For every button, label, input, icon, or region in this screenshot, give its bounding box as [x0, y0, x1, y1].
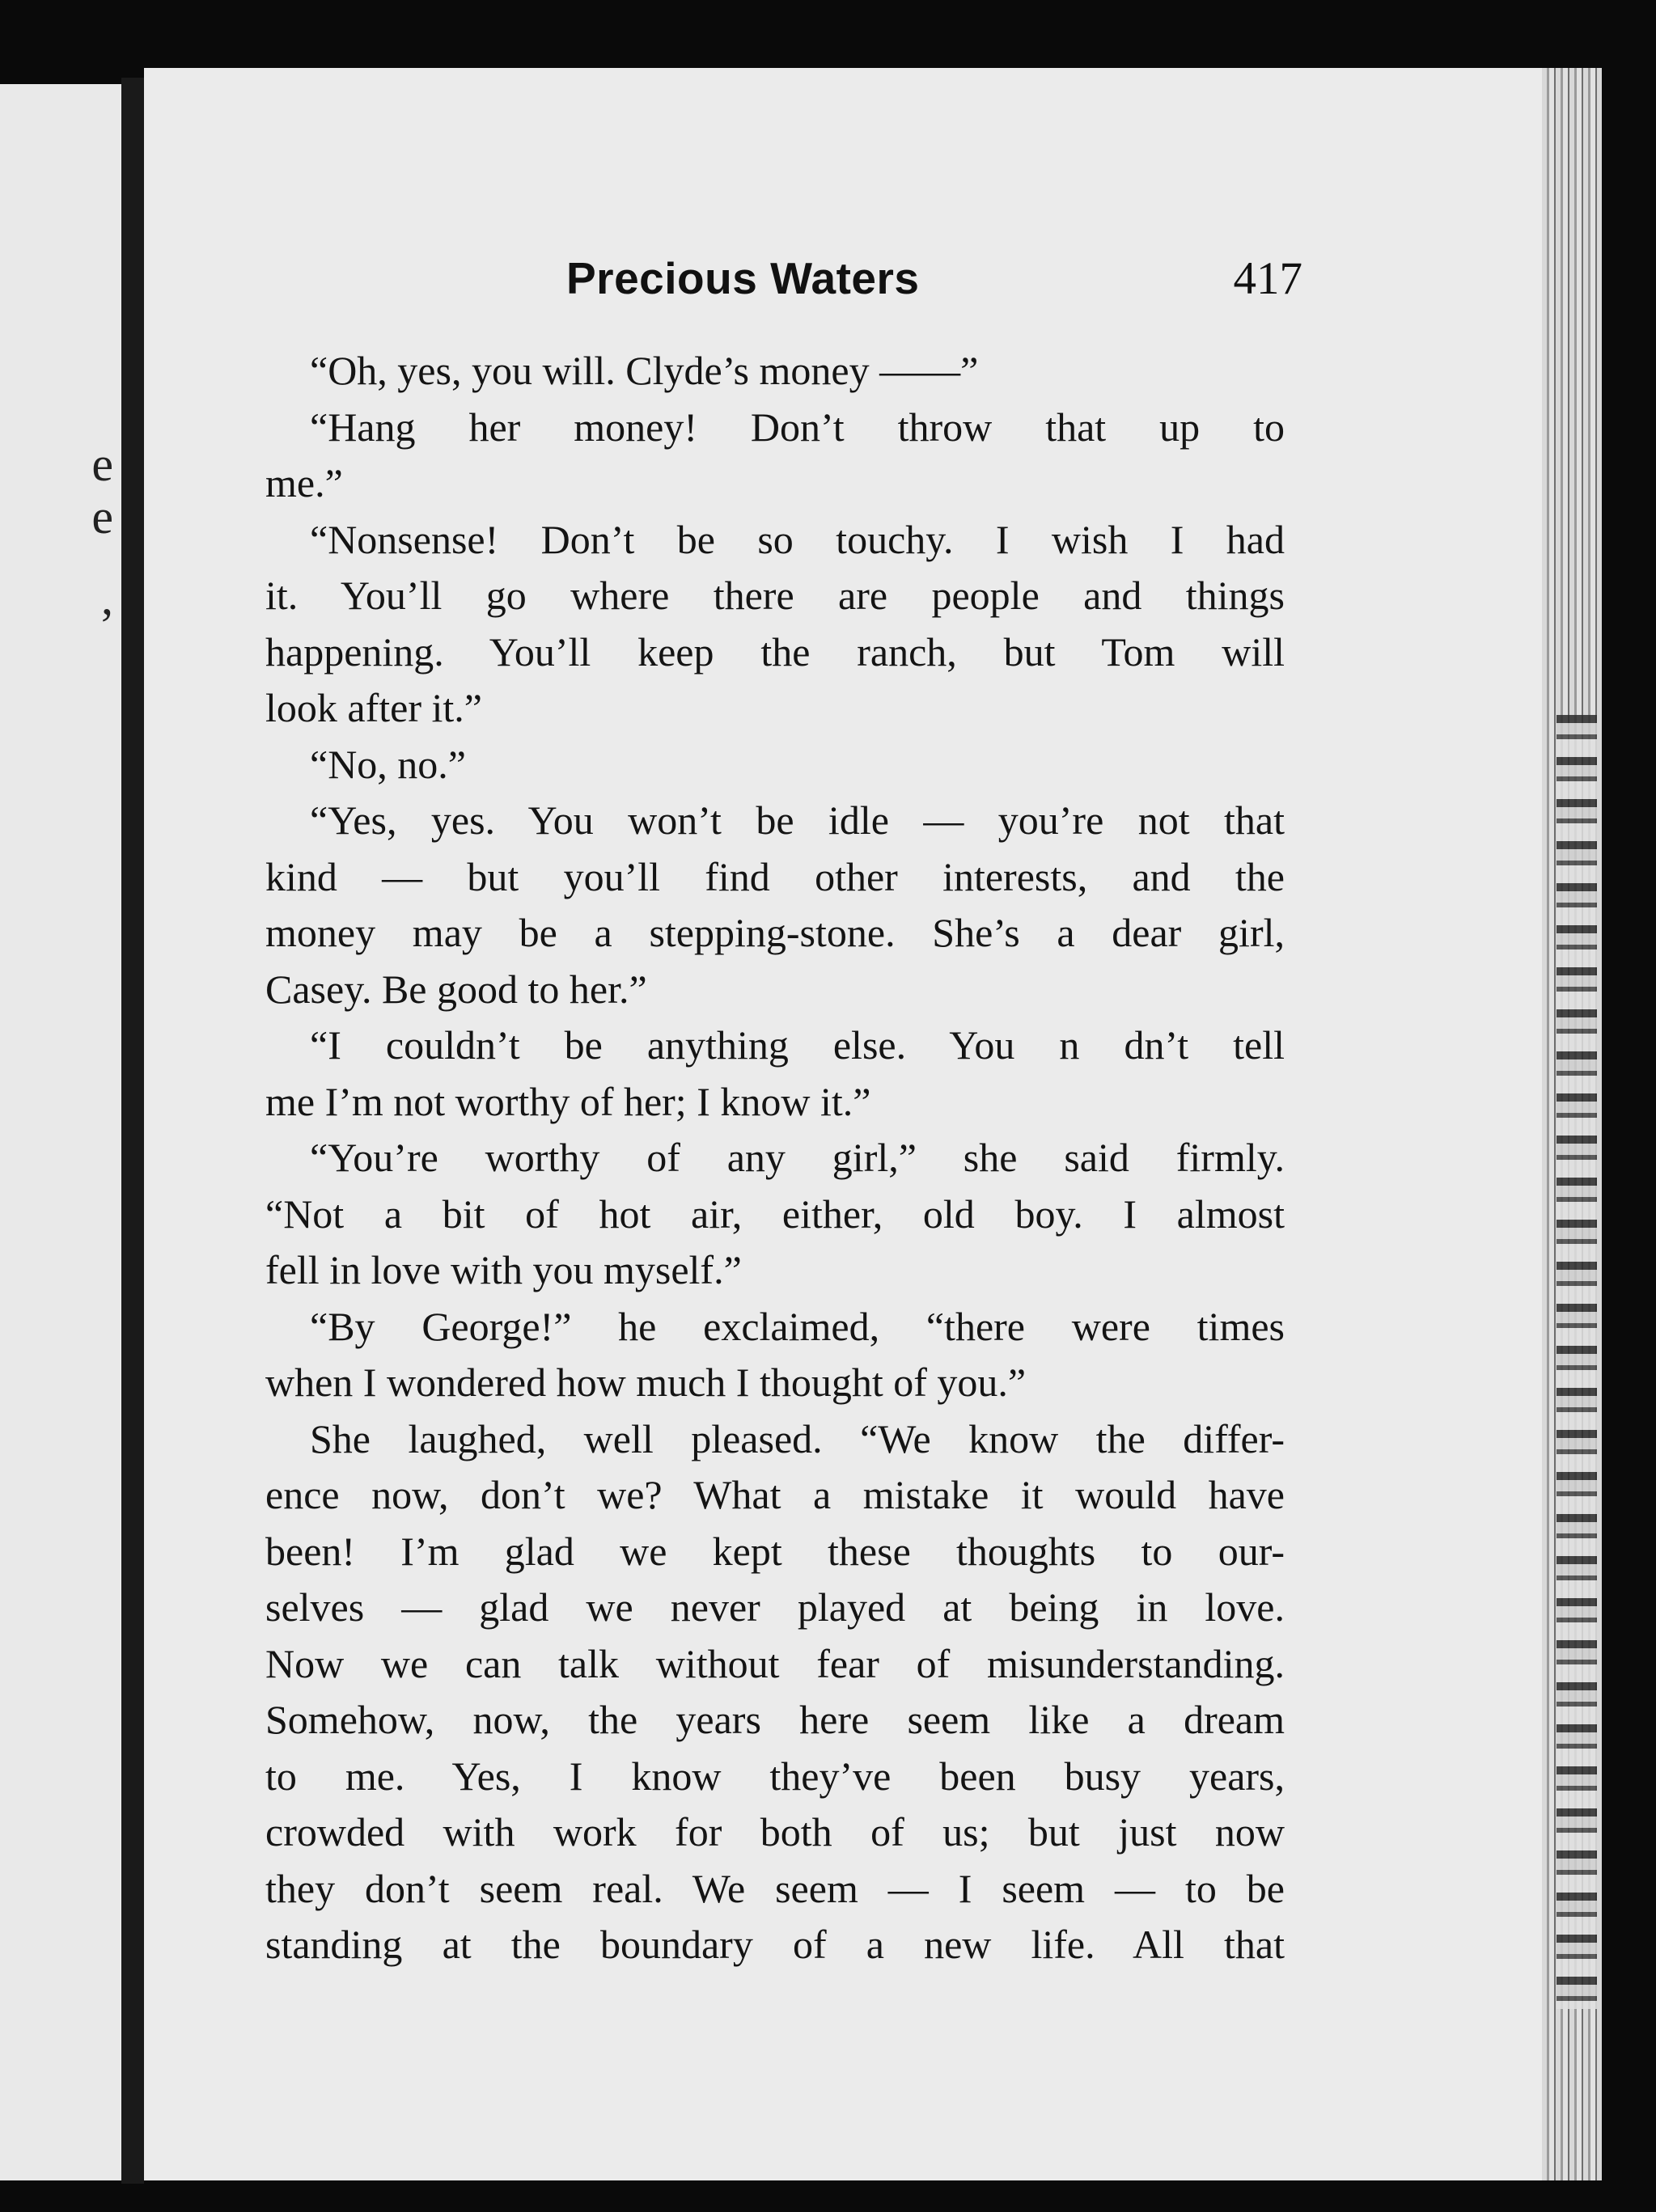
text-line: look after it.” — [265, 685, 482, 730]
book-gutter — [121, 78, 144, 2184]
text-line: She laughed, well pleased. “We know the differ- — [310, 1415, 1285, 1461]
text-line: standing at the boundary of a new life. All that — [265, 1922, 1285, 1967]
text-line: when I wondered how much I thought of you.” — [265, 1360, 1027, 1405]
text-line: crowded with work for both of us; but just now — [265, 1809, 1285, 1855]
text-line: happening. You’ll keep the ranch, but Tom will — [265, 628, 1285, 675]
text-line: Somehow, now, the years here seem like a dream — [265, 1697, 1285, 1742]
page-edge-texture — [1556, 715, 1597, 2009]
body-text — [265, 343, 1285, 1973]
text-line: “Hang her money! Don’t throw that up to — [310, 404, 1285, 450]
text-line: “No, no.” — [310, 741, 466, 787]
text-line: “Not a bit of hot air, either, old boy. I almost — [265, 1191, 1285, 1237]
text-line: Casey. Be good to her.” — [265, 966, 647, 1012]
text-line: “Oh, yes, you will. Clyde’s money ——” — [310, 348, 979, 393]
page-stack-edge — [1542, 68, 1602, 2180]
text-line: money may be a stepping-stone. She’s a dear girl, — [265, 910, 1285, 955]
text-line: kind — but you’ll find other interests, and the — [265, 853, 1285, 899]
text-line: “I couldn’t be anything else. You n dn’t tell — [310, 1022, 1285, 1068]
text-line: “By George!” he exclaimed, “there were times — [310, 1303, 1285, 1349]
running-title: Precious Waters — [566, 253, 920, 303]
text-line: “You’re worthy of any girl,” she said firmly. — [310, 1135, 1285, 1180]
page-number: 417 — [1233, 253, 1302, 304]
text-line: fell in love with you myself.” — [265, 1247, 742, 1292]
text-line: me.” — [265, 460, 343, 505]
facing-page-fragment: , — [101, 571, 113, 624]
text-line: to me. Yes, I know they’ve been busy years, — [265, 1753, 1285, 1799]
text-line: they don’t seem real. We seem — I seem — to be — [265, 1865, 1285, 1911]
text-line: “Nonsense! Don’t be so touchy. I wish I had — [310, 516, 1285, 562]
text-line: Now we can talk without fear of misunderstanding. — [265, 1640, 1285, 1686]
running-head — [404, 252, 1302, 317]
text-line: “Yes, yes. You won’t be idle — you’re not that — [310, 797, 1285, 843]
text-line: selves — glad we never played at being in love. — [265, 1584, 1285, 1630]
text-line: it. You’ll go where there are people and things — [265, 573, 1285, 618]
text-line: ence now, don’t we? What a mistake it would have — [265, 1472, 1285, 1517]
facing-page-edge — [0, 84, 121, 2180]
text-line: me I’m not worthy of her; I know it.” — [265, 1078, 871, 1124]
text-line: been! I’m glad we kept these thoughts to our- — [265, 1528, 1285, 1574]
facing-page-fragment: e — [91, 438, 113, 491]
facing-page-fragment: e — [91, 490, 113, 543]
